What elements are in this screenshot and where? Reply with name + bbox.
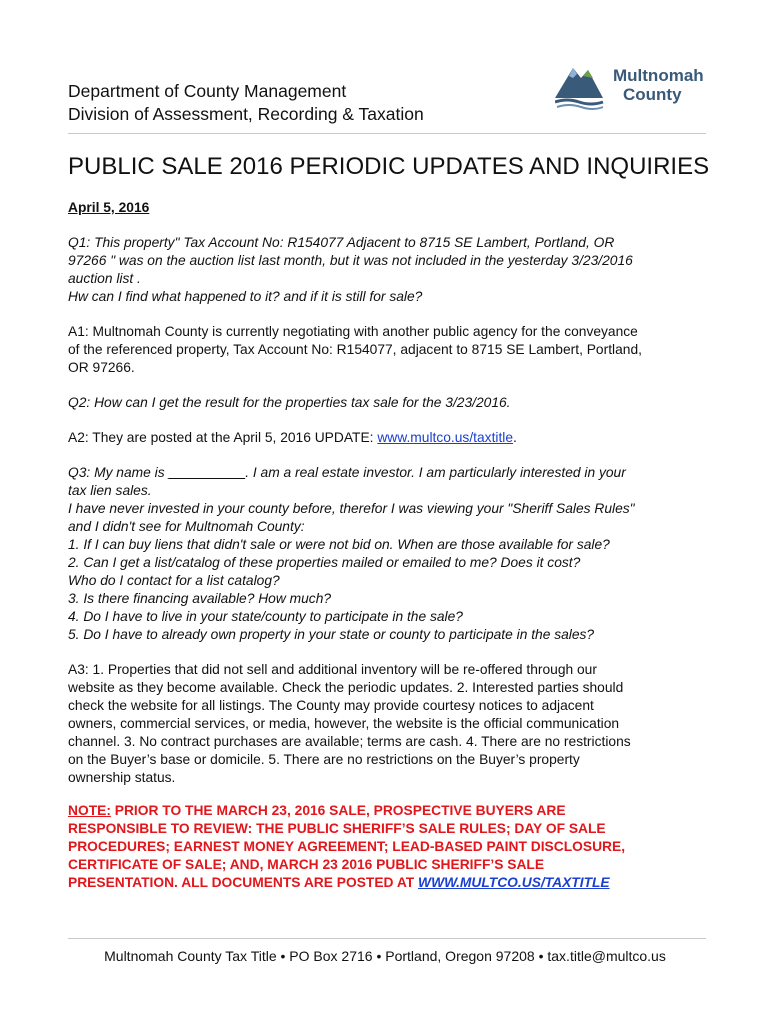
q1-line: auction list . xyxy=(68,271,141,286)
q3-line: I have never invested in your county before, therefor I was viewing your "Sheriff Sales Rules" xyxy=(68,501,635,516)
page-title: PUBLIC SALE 2016 PERIODIC UPDATES AND INQUIRIES xyxy=(68,153,710,180)
q3-line: 3. Is there financing available? How much? xyxy=(68,591,332,606)
question-1 xyxy=(68,234,708,306)
sale-notice xyxy=(68,802,708,892)
question-2: Q2: How can I get the result for the properties tax sale for the 3/23/2016. xyxy=(68,395,511,410)
q3-text: . I am a real estate investor. I am particularly interested in your xyxy=(245,465,626,480)
document-header xyxy=(68,80,424,126)
a3-line: ownership status. xyxy=(68,770,176,785)
note-line: RESPONSIBLE TO REVIEW: THE PUBLIC SHERIFF’S SALE RULES; DAY OF SALE xyxy=(68,821,606,836)
answer-3 xyxy=(68,661,708,787)
note-line: PROCEDURES; EARNEST MONEY AGREEMENT; LEAD-BASED PAINT DISCLOSURE, xyxy=(68,839,626,854)
a1-line: of the referenced property, Tax Account No: R154077, adjacent to 8715 SE Lambert, Portland, xyxy=(68,342,642,357)
note-line: CERTIFICATE OF SALE; AND, MARCH 23 2016 PUBLIC SHERIFF’S SALE xyxy=(68,857,545,872)
q1-line: Q1: This property" Tax Account No: R154077 Adjacent to 8715 SE Lambert, Portland, OR xyxy=(68,235,615,250)
a1-line: OR 97266. xyxy=(68,360,135,375)
a3-line: owners, commercial services, or media, however, the website is the official communication xyxy=(68,716,620,731)
note-line: PRESENTATION. ALL DOCUMENTS ARE POSTED AT xyxy=(68,875,419,890)
logo-line-2: County xyxy=(623,85,682,104)
a2-text: A2: They are posted at the April 5, 2016 UPDATE: xyxy=(68,430,378,445)
header-divider xyxy=(68,133,706,134)
mountain-logo-icon xyxy=(555,64,611,110)
division-name: Division of Assessment, Recording & Taxation xyxy=(68,104,424,124)
multnomah-county-logo xyxy=(555,62,705,112)
a3-line: A3: 1. Properties that did not sell and additional inventory will be re-offered through our xyxy=(68,662,597,677)
q3-line: 2. Can I get a list/catalog of these properties mailed or emailed to me? Does it cost? xyxy=(68,555,581,570)
a2-suffix: . xyxy=(513,430,517,445)
a3-line: website as they become available. Check the periodic updates. 2. Interested parties should xyxy=(68,680,624,695)
q3-line: 4. Do I have to live in your state/county to participate in the sale? xyxy=(68,609,463,624)
footer-contact: Multnomah County Tax Title • PO Box 2716 • Portland, Oregon 97208 • tax.title@multco.us xyxy=(104,948,666,964)
q3-line: tax lien sales. xyxy=(68,483,152,498)
a1-line: A1: Multnomah County is currently negotiating with another public agency for the conveyance xyxy=(68,324,638,339)
logo-line-1: Multnomah xyxy=(613,66,704,85)
a3-line: check the website for all listings. The County may provide courtesy notices to adjacent xyxy=(68,698,594,713)
q3-line: Who do I contact for a list catalog? xyxy=(68,573,280,588)
q3-line: and I didn't see for Multnomah County: xyxy=(68,519,305,534)
taxtitle-caps-link[interactable]: WWW.MULTCO.US/TAXTITLE xyxy=(418,875,610,890)
q3-text: Q3: My name is xyxy=(68,465,169,480)
q3-line: 1. If I can buy liens that didn't sale or were not bid on. When are those available for sale? xyxy=(68,537,610,552)
footer-divider xyxy=(68,938,706,939)
logo-wordmark xyxy=(613,66,704,104)
document-body xyxy=(68,199,708,909)
q1-line: Hw can I find what happened to it? and if it is still for sale? xyxy=(68,289,423,304)
department-name: Department of County Management xyxy=(68,81,347,101)
q3-line: 5. Do I have to already own property in your state or county to participate in the sales? xyxy=(68,627,595,642)
note-line: PRIOR TO THE MARCH 23, 2016 SALE, PROSPECTIVE BUYERS ARE xyxy=(110,803,566,818)
question-3 xyxy=(68,464,708,644)
name-blank: __________ xyxy=(168,465,246,480)
note-label: NOTE: xyxy=(68,803,111,818)
a3-line: channel. 3. No contract purchases are available; terms are cash. 4. There are no restrictions xyxy=(68,734,631,749)
taxtitle-link[interactable]: www.multco.us/taxtitle xyxy=(377,430,514,445)
q1-line: 97266 " was on the auction list last month, but it was not included in the yesterday 3/23/2016 xyxy=(68,253,633,268)
answer-2 xyxy=(68,429,708,447)
update-date: April 5, 2016 xyxy=(68,200,150,215)
a3-line: on the Buyer’s base or domicile. 5. There are no restrictions on the Buyer’s property xyxy=(68,752,580,767)
answer-1 xyxy=(68,323,708,377)
